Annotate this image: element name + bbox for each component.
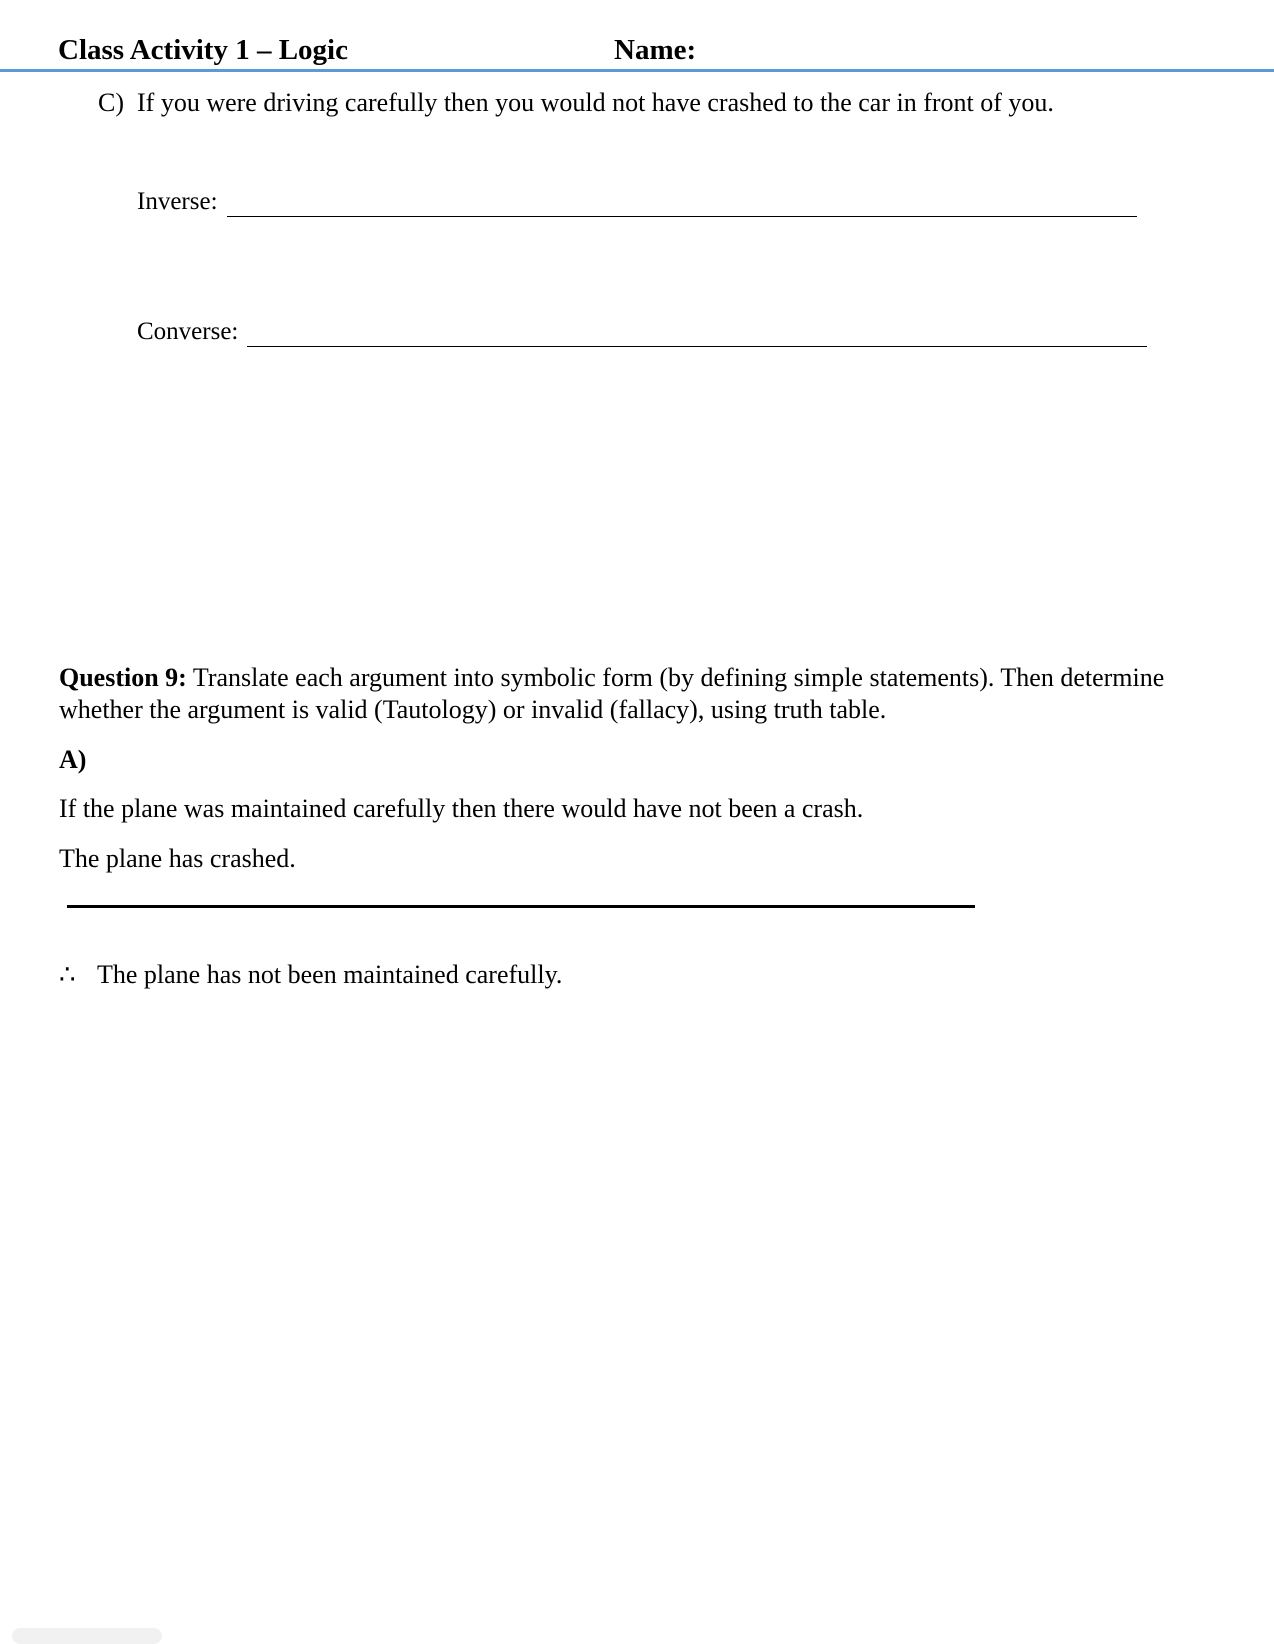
conclusion-text: The plane has not been maintained carefully. — [97, 960, 563, 989]
inverse-label: Inverse: — [137, 188, 218, 215]
question-9-label: Question 9: — [59, 663, 187, 692]
converse-label: Converse: — [137, 318, 239, 345]
premise-1: If the plane was maintained carefully then there would have not been a crash. — [59, 794, 864, 823]
question-9 — [59, 662, 1239, 726]
converse-answer-row — [137, 315, 1147, 349]
header-divider — [0, 69, 1274, 72]
name-label: Name: — [614, 34, 697, 66]
converse-answer-line[interactable] — [247, 346, 1147, 347]
question-9-text: Translate each argument into symbolic form (by defining simple statements). Then determine whether the argument is valid (Tautology) or invalid (fallacy), using truth table. — [59, 663, 1165, 724]
part-c-marker: C) — [98, 88, 124, 117]
inverse-answer-line[interactable] — [227, 216, 1137, 217]
part-c-text: If you were driving carefully then you would not have crashed to the car in front of you. — [137, 88, 1054, 117]
page-bottom-fragment — [12, 1628, 162, 1644]
part-c-statement — [98, 86, 1054, 120]
premise-2: The plane has crashed. — [59, 844, 296, 873]
conclusion — [59, 958, 562, 992]
argument-divider — [67, 905, 975, 908]
page-title: Class Activity 1 – Logic — [58, 34, 348, 66]
therefore-icon: ∴ — [59, 960, 76, 990]
inverse-answer-row — [137, 185, 1137, 219]
argument-a-label: A) — [59, 745, 87, 774]
page-header — [0, 0, 1274, 70]
